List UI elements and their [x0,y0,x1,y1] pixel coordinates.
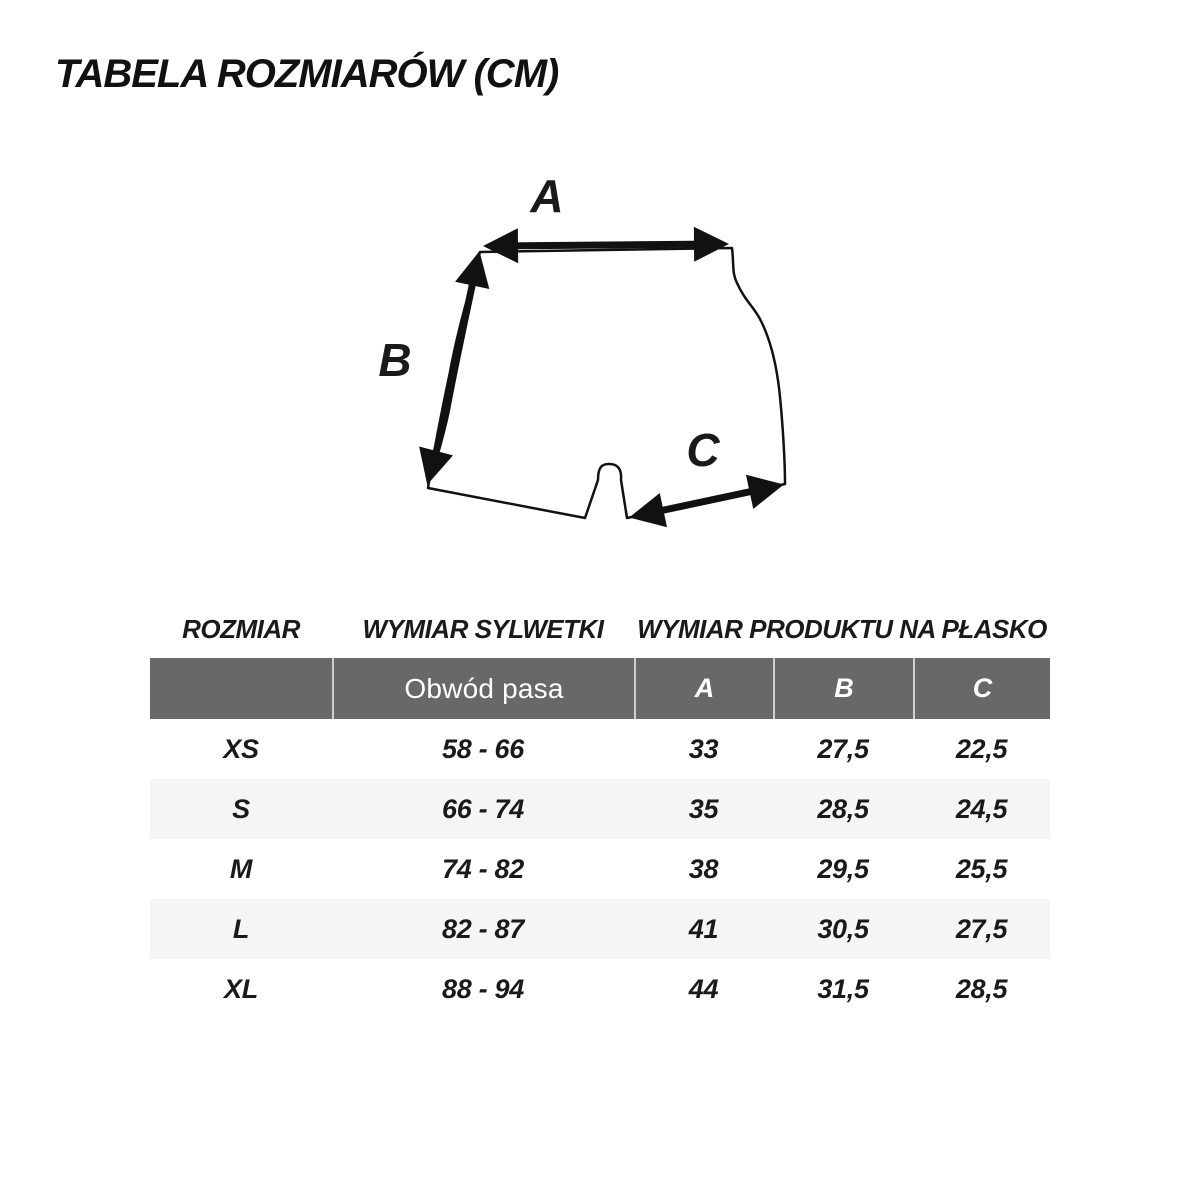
subheader-waist: Obwód pasa [332,658,634,719]
table-subheader-row [150,658,1050,719]
cell-c: 25,5 [955,853,1008,884]
cell-waist: 88 - 94 [442,973,524,1004]
subheader-size-empty [150,658,332,719]
cell-c: 22,5 [955,733,1008,764]
cell-c: 27,5 [955,913,1008,944]
measure-arrow-b [429,258,478,478]
cell-a: 41 [688,913,719,944]
cell-size: XS [223,733,259,764]
measure-arrow-a [490,244,722,246]
cell-waist: 66 - 74 [442,793,524,824]
shorts-diagram-svg [360,160,840,560]
cell-c: 28,5 [955,973,1008,1004]
cell-b: 30,5 [817,913,869,944]
measure-label-c: C [686,424,720,476]
size-table [150,600,1050,1019]
page-title: TABELA ROZMIARÓW (CM) [55,52,559,96]
cell-waist: 58 - 66 [442,733,524,764]
cell-b: 27,5 [817,733,869,764]
subheader-b: B [773,658,913,719]
table-row-m [150,839,1050,899]
cell-a: 44 [688,973,719,1004]
cell-b: 28,5 [817,793,869,824]
table-row-l [150,899,1050,959]
cell-b: 31,5 [817,973,869,1004]
table-row-s [150,779,1050,839]
subheader-a: A [634,658,773,719]
shorts-measurement-diagram [360,160,840,560]
measure-label-b: B [378,334,412,386]
table-row-xl [150,959,1050,1019]
measure-arrow-c [636,486,777,516]
cell-size: XL [224,973,258,1004]
cell-size: M [229,853,253,884]
column-group-size: ROZMIAR [182,613,300,644]
cell-size: L [232,913,250,944]
measure-label-a: A [530,170,564,222]
cell-c: 24,5 [955,793,1008,824]
cell-a: 38 [688,853,719,884]
subheader-c: C [913,658,1050,719]
cell-a: 33 [688,733,719,764]
cell-b: 29,5 [817,853,869,884]
cell-size: S [232,793,250,824]
table-row-xs [150,719,1050,779]
shorts-outline-icon [428,248,785,518]
column-group-product-flat: WYMIAR PRODUKTU NA PŁASKO [637,613,1047,644]
column-group-body-measure: WYMIAR SYLWETKI [362,613,604,644]
table-group-header-row [150,600,1050,658]
cell-waist: 82 - 87 [442,913,524,944]
cell-a: 35 [688,793,719,824]
cell-waist: 74 - 82 [442,853,524,884]
